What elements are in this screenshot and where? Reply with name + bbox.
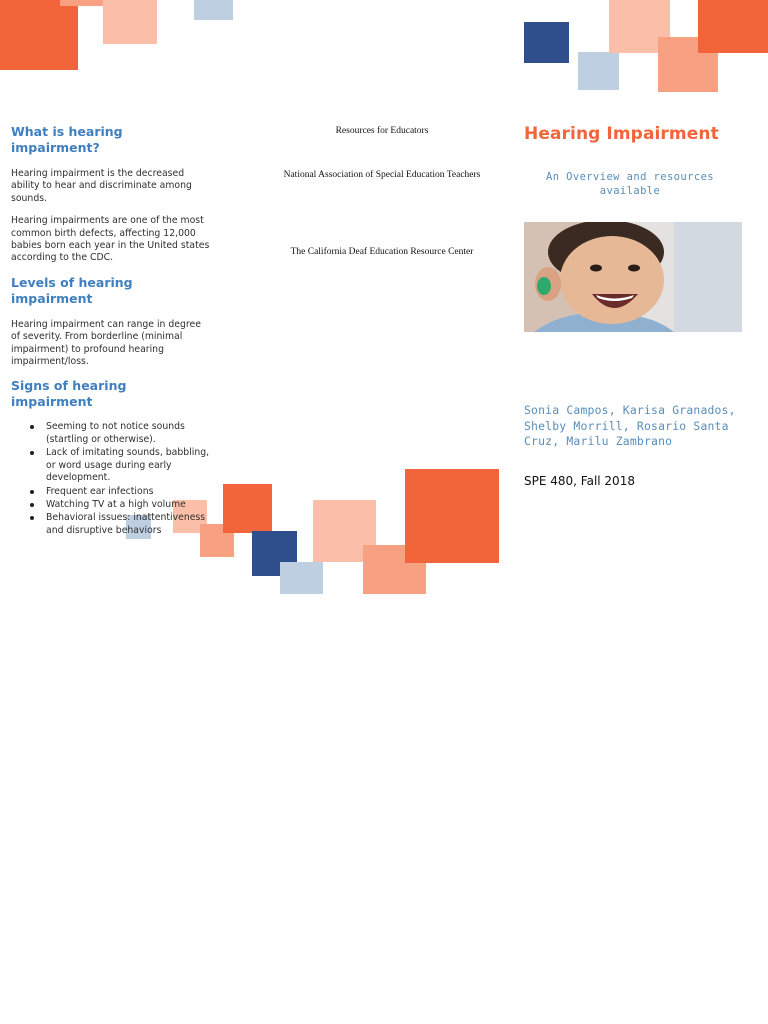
left-panel <box>11 124 211 538</box>
decor-square <box>698 0 768 53</box>
decor-square <box>0 0 78 70</box>
section-heading-levels: Levels of hearing impairment <box>11 274 133 306</box>
resource-nasset: National Association of Special Education Teachers <box>283 170 481 180</box>
section-heading-signs: Signs of hearing impairment <box>11 378 127 410</box>
course-label: SPE 480, Fall 2018 <box>524 474 635 488</box>
child-photo <box>524 222 742 332</box>
brochure-title: Hearing Impairment <box>524 124 719 144</box>
decor-square <box>405 469 499 563</box>
resource-california-deaf-ed: The California Deaf Education Resource Center <box>290 247 474 257</box>
list-item: Frequent ear infections <box>46 486 211 498</box>
brochure-subtitle: An Overview and resources available <box>545 171 715 197</box>
resources-heading: Resources for Educators <box>335 126 429 136</box>
decor-square <box>103 0 157 44</box>
decor-square <box>578 52 619 90</box>
decor-square <box>280 562 323 594</box>
decor-square <box>524 22 569 63</box>
list-item: Seeming to not notice sounds (startling or otherwise). <box>46 421 211 446</box>
list-item: Watching TV at a high volume <box>46 499 211 511</box>
paragraph-statistics: Hearing impairments are one of the most common birth defects, affecting 12,000 babies born each year in the United states according to the CDC. <box>11 215 210 264</box>
decor-square <box>194 0 233 20</box>
paragraph-levels: Hearing impairment can range in degree of severity. From borderline (minimal impairment) to profound hearing impairment/loss. <box>11 318 201 368</box>
author-list: Sonia Campos, Karisa Granados, Shelby Morrill, Rosario Santa Cruz, Marilu Zambrano <box>524 403 736 448</box>
signs-list <box>11 421 211 537</box>
paragraph-definition: Hearing impairment is the decreased ability to hear and discriminate among sounds. <box>11 168 192 204</box>
decor-square <box>223 484 272 533</box>
section-heading-what-is: What is hearing impairment? <box>11 124 123 155</box>
list-item: Lack of imitating sounds, babbling, or word usage during early development. <box>46 447 210 484</box>
list-item: Behavioral issues: inattentiveness and disruptive behaviors <box>46 512 211 537</box>
child-illustration <box>524 222 742 332</box>
